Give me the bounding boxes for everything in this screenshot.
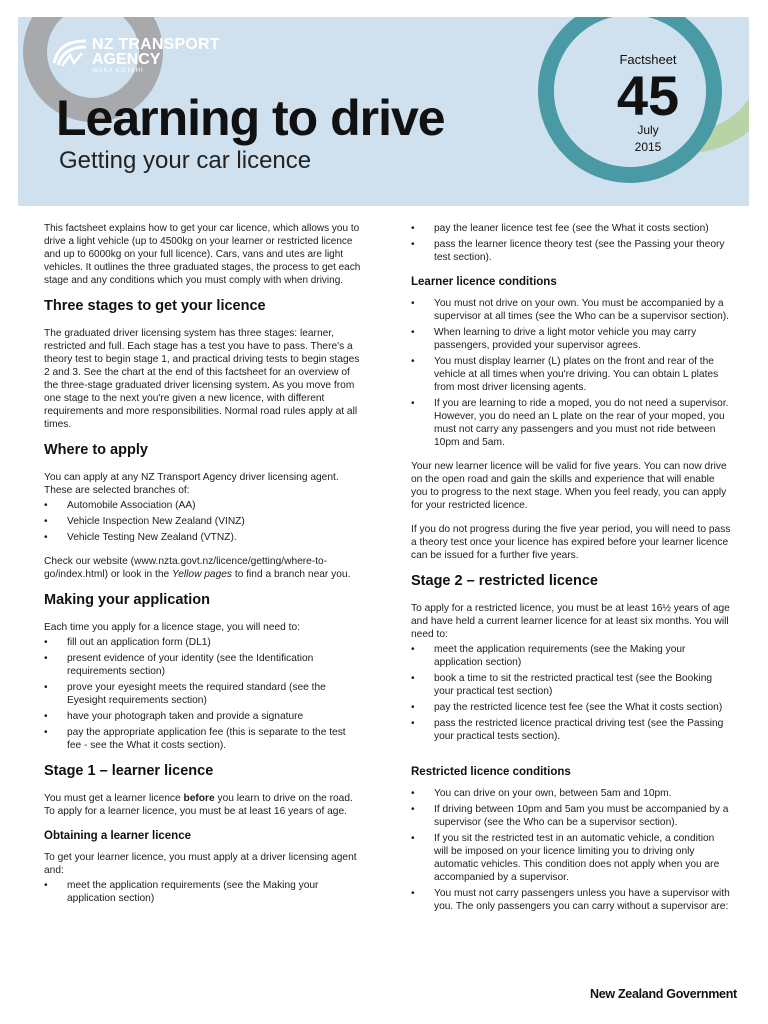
progress-paragraph: If you do not progress during the five year period, you will need to pass a theory test once your licence has expired before your learner licence can be issued for a further five years. [411, 524, 731, 561]
learner-conditions-heading: Learner licence conditions [411, 276, 557, 288]
three-stages-paragraph: The graduated driver licensing system has three stages: learner, restricted and full. Each stage has a test you have to pass. There's a theory test to begin stage 1, and practical driving tests to begin stages 2 and 3. See the chart at the end of this factsheet for an overview of the three-stage graduated driver licensing system. As you move from one stage to the next you're given a new licence, with different requirements and more responsibilities. Normal road rules apply at all times. [44, 328, 360, 430]
logo-line-3: WAKA KOTAHI [92, 68, 144, 74]
list-item: • meet the application requirements (see the Making your application section) [44, 879, 362, 905]
where-to-apply-list [44, 499, 362, 544]
list-item: • pass the learner licence theory test (see the Passing your theory test section). [411, 238, 731, 264]
list-item: • present evidence of your identity (see the Identification requirements section) [44, 652, 362, 678]
list-item: • Automobile Association (AA) [44, 499, 362, 512]
list-item: • If you are learning to ride a moped, you do not need a supervisor. However, you do need an L plate on the rear of your moped, you must not carry any passengers and you must not ride between 10pm and 5am. [411, 397, 731, 449]
list-item: • meet the application requirements (see the Making your application section) [411, 643, 731, 669]
list-item: • prove your eyesight meets the required standard (see the Eyesight requirements section) [44, 681, 362, 707]
list-item: • When learning to drive a light motor vehicle you may carry passengers, provided your supervisor agrees. [411, 326, 731, 352]
restricted-conditions-heading: Restricted licence conditions [411, 766, 571, 778]
check-website-tail: to find a branch near you. [232, 569, 351, 580]
list-item: • have your photograph taken and provide a signature [44, 710, 362, 723]
where-to-apply-paragraph: You can apply at any NZ Transport Agency driver licensing agent. These are selected branches of: [44, 472, 339, 496]
yellow-pages-text: Yellow pages [171, 569, 233, 580]
factsheet-number: 45 [616, 64, 680, 127]
obtaining-learner-paragraph: To get your learner licence, you must apply at a driver licensing agent and: [44, 852, 357, 876]
factsheet-month: July [637, 123, 659, 137]
stage1-heading: Stage 1 – learner licence [44, 763, 214, 779]
list-item: • If you sit the restricted test in an automatic vehicle, a condition will be imposed on your licence limiting you to driving only automatic vehicles. This condition does not apply when you are accompanied by a supervisor. [411, 832, 731, 884]
list-item: • Vehicle Testing New Zealand (VTNZ). [44, 531, 362, 544]
page-title: Learning to drive [56, 90, 445, 146]
list-item: • pay the leaner licence test fee (see the What it costs section) [411, 222, 731, 235]
stage1-paragraph [44, 792, 362, 818]
licence-validity-paragraph: Your new learner licence will be valid for five years. You can now drive on the open road and gain the skills and experience that will enable you to progress to the next stage. When you feel ready, you can apply for your restricted licence. [411, 461, 727, 511]
obtaining-learner-heading: Obtaining a learner licence [44, 830, 191, 842]
list-item: • pay the appropriate application fee (this is separate to the test fee - see the What it costs section). [44, 726, 362, 752]
list-item: • book a time to sit the restricted practical test (see the Booking your practical test section) [411, 672, 731, 698]
header-banner [18, 17, 749, 206]
list-item: • pay the restricted licence test fee (see the What it costs section) [411, 701, 731, 714]
factsheet-year: 2015 [634, 140, 662, 154]
stage2-list [411, 643, 731, 743]
making-application-list [44, 636, 362, 752]
page-subtitle: Getting your car licence [59, 147, 312, 174]
making-application-paragraph: Each time you apply for a licence stage, you will need to: [44, 622, 300, 633]
list-item: • Vehicle Inspection New Zealand (VINZ) [44, 515, 362, 528]
list-item: • You must display learner (L) plates on the front and rear of the vehicle at all times when you're driving. You can obtain L plates from most driver licensing agents. [411, 355, 731, 394]
list-item: • You can drive on your own, between 5am and 10pm. [411, 787, 731, 800]
intro-paragraph: This factsheet explains how to get your car licence, which allows you to drive a light vehicle (up to 4500kg on your learner or restricted licence and up to 6000kg on your full licence). Cars, vans and utes are light vehicles. It outlines the three graduated stages, the process to get each stage and any conditions which you must comply with when driving. [44, 223, 361, 286]
learner-conditions-list [411, 297, 731, 449]
check-website-text: Check our website (www.nzta.govt.nz/licence/getting/where-to-go/index.html) or look in the [44, 556, 328, 580]
check-website-paragraph [44, 555, 362, 581]
obtaining-learner-list [44, 879, 362, 905]
making-application-heading: Making your application [44, 592, 210, 608]
three-stages-heading: Three stages to get your licence [44, 298, 266, 314]
learner-requirements-list [411, 222, 731, 264]
stage2-heading: Stage 2 – restricted licence [411, 573, 598, 589]
list-item: • You must not carry passengers unless you have a supervisor with you. The only passengers you can carry without a supervisor are: [411, 887, 731, 913]
where-to-apply-heading: Where to apply [44, 442, 148, 458]
nz-government-logo: New Zealand Government [590, 987, 737, 1001]
logo-line-1: NZ TRANSPORT [92, 36, 220, 53]
list-item: • If driving between 10pm and 5am you must be accompanied by a supervisor (see the Who can be a supervisor section). [411, 803, 731, 829]
stage1-tail: you learn to drive on the road. To apply for a learner licence, you must be at least 16 years of age. [44, 793, 353, 817]
logo-line-2: AGENCY [92, 51, 161, 68]
list-item: • pass the restricted licence practical driving test (see the Passing your practical tests section). [411, 717, 731, 743]
stage1-text: You must get a learner licence [44, 793, 184, 804]
restricted-conditions-list [411, 787, 731, 913]
factsheet-label: Factsheet [619, 52, 677, 67]
left-column [44, 222, 362, 916]
nzta-logo-icon [52, 37, 88, 67]
list-item: • You must not drive on your own. You must be accompanied by a supervisor at all times (see the Who can be a supervisor section). [411, 297, 731, 323]
stage2-paragraph: To apply for a restricted licence, you must be at least 16½ years of age and have held a current learner licence for at least six months. You will need to: [411, 603, 730, 640]
right-column [411, 222, 731, 924]
list-item: • fill out an application form (DL1) [44, 636, 362, 649]
stage1-bold: before [183, 793, 215, 804]
